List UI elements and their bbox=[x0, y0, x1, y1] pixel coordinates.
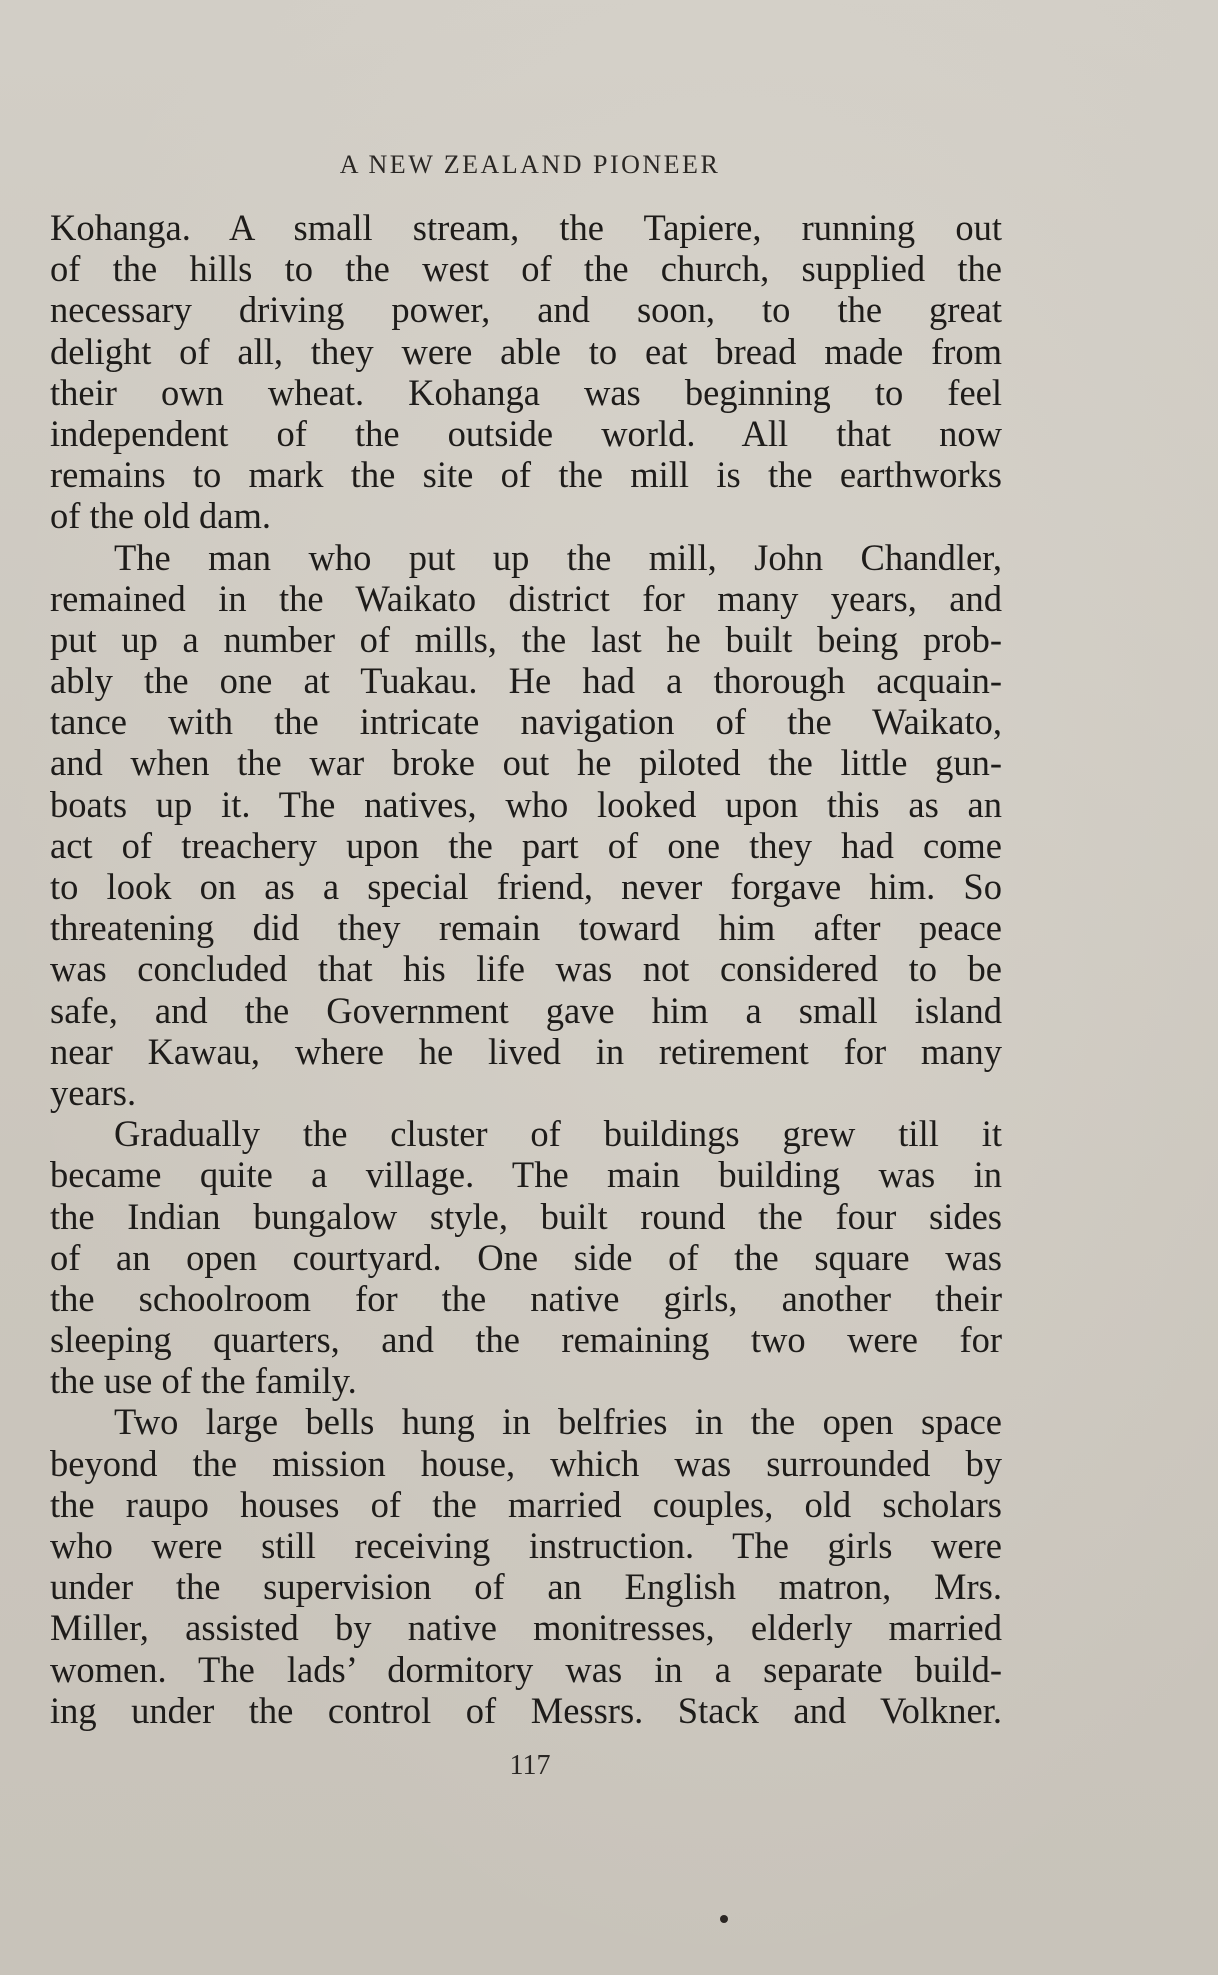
text-line: safe, and the Government gave him a small island bbox=[50, 989, 1002, 1031]
ink-speck bbox=[720, 1915, 728, 1923]
text-line: near Kawau, where he lived in retirement for many bbox=[50, 1030, 1002, 1072]
text-line: their own wheat. Kohanga was beginning to feel bbox=[50, 371, 1002, 413]
text-line: Two large bells hung in belfries in the open space bbox=[114, 1401, 1002, 1443]
text-line: Gradually the cluster of buildings grew till it bbox=[114, 1113, 1002, 1155]
text-line: ably the one at Tuakau. He had a thorough acquain- bbox=[50, 660, 1002, 702]
text-line: women. The lads’ dormitory was in a separate build- bbox=[50, 1648, 1002, 1690]
text-line: years. bbox=[50, 1071, 137, 1113]
text-line: of the hills to the west of the church, supplied the bbox=[50, 248, 1002, 290]
text-line: act of treachery upon the part of one they had come bbox=[50, 824, 1002, 866]
text-line: was concluded that his life was not considered to be bbox=[50, 948, 1002, 990]
text-line: the use of the family. bbox=[50, 1360, 357, 1402]
text-line: who were still receiving instruction. The girls were bbox=[50, 1525, 1002, 1566]
page-number: 117 bbox=[509, 1750, 551, 1781]
text-line: of an open courtyard. One side of the square was bbox=[50, 1236, 1002, 1278]
text-line: ing under the control of Messrs. Stack and Volkner. bbox=[50, 1689, 1002, 1731]
text-line: remained in the Waikato district for many years, and bbox=[50, 577, 1002, 619]
text-line: and when the war broke out he piloted the little gun- bbox=[50, 742, 1002, 784]
text-line: independent of the outside world. All that now bbox=[50, 412, 1002, 454]
text-line: under the supervision of an English matron, Mrs. bbox=[50, 1566, 1002, 1608]
text-line: the schoolroom for the native girls, another their bbox=[50, 1277, 1002, 1319]
text-line: boats up it. The natives, who looked upon this as an bbox=[50, 783, 1002, 825]
text-line: beyond the mission house, which was surrounded by bbox=[50, 1442, 1002, 1484]
text-line: tance with the intricate navigation of the Waikato, bbox=[50, 701, 1002, 743]
text-line: Kohanga. A small stream, the Tapiere, running out bbox=[50, 207, 1002, 248]
running-head: A NEW ZEALAND PIONEER bbox=[339, 150, 721, 179]
text-line: the Indian bungalow style, built round the four sides bbox=[50, 1195, 1002, 1237]
text-line: delight of all, they were able to eat bread made from bbox=[50, 330, 1002, 372]
text-line: sleeping quarters, and the remaining two were for bbox=[50, 1319, 1002, 1361]
text-line: The man who put up the mill, John Chandler, bbox=[114, 536, 1002, 578]
text-line: threatening did they remain toward him after peace bbox=[50, 907, 1002, 949]
text-line: of the old dam. bbox=[50, 495, 271, 537]
text-line: necessary driving power, and soon, to the great bbox=[50, 289, 1002, 331]
text-line: became quite a village. The main building was in bbox=[50, 1154, 1002, 1196]
body-text bbox=[50, 207, 1002, 1731]
text-line: the raupo houses of the married couples, old scholars bbox=[50, 1483, 1002, 1525]
text-line: to look on as a special friend, never forgave him. So bbox=[50, 866, 1002, 907]
text-line: put up a number of mills, the last he built being prob- bbox=[50, 618, 1002, 660]
text-line: remains to mark the site of the mill is the earthworks bbox=[50, 454, 1002, 496]
text-line: Miller, assisted by native monitresses, elderly married bbox=[50, 1607, 1002, 1649]
